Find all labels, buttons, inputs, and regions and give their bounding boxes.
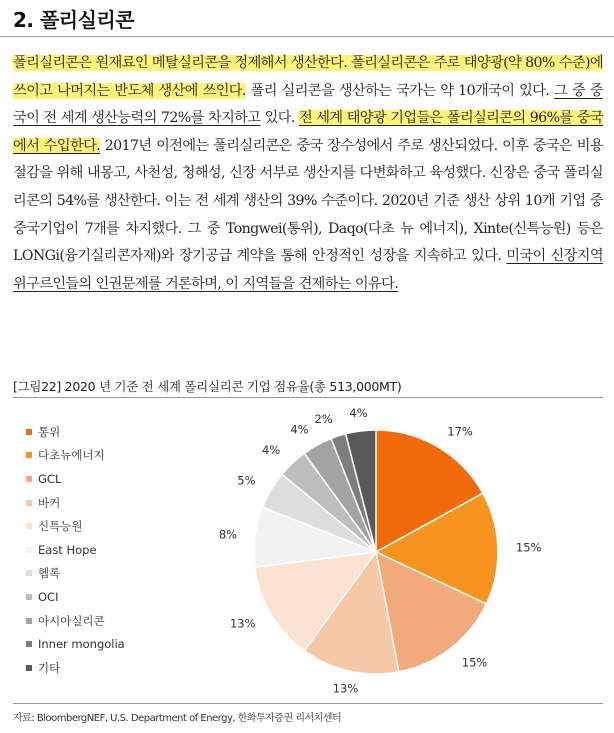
legend-item — [26, 632, 125, 656]
legend-swatch — [26, 570, 32, 576]
body-paragraph — [13, 50, 603, 298]
legend-label: OCI — [38, 589, 59, 604]
legend-label: 헴록 — [38, 566, 61, 581]
legend-swatch — [26, 665, 32, 671]
pie-data-label: 15% — [515, 540, 542, 555]
highlighted-underlined-sentence: 전 세계 태양광 기업들은 폴리실리콘의 96%를 중국에서 수입한다. — [13, 110, 603, 154]
legend-label: 아시아실리콘 — [38, 613, 105, 628]
highlighted-sentence: 폴리실리콘은 원재료인 메탈실리콘을 정제해서 생산한다. 폴리실리콘은 주로 태양광(약 80% 수준)에 쓰이고 나머지는 반도체 생산에 쓰인다. — [13, 55, 603, 99]
legend-label: East Hope — [38, 542, 97, 557]
legend-label: 통위 — [38, 424, 61, 439]
pie-chart — [200, 400, 560, 700]
pie-data-label: 13% — [229, 616, 256, 631]
pie-data-label: 4% — [290, 422, 309, 437]
paragraph-text: 있다. — [260, 110, 299, 127]
legend-label: GCL — [38, 471, 62, 486]
legend-swatch — [26, 452, 32, 458]
legend-item — [26, 562, 125, 586]
pie-data-label: 4% — [261, 442, 281, 457]
section-title: 2. 폴리실리콘 — [13, 8, 135, 32]
legend-item — [26, 585, 125, 609]
legend-item — [26, 514, 125, 538]
legend-label: 다초뉴에너지 — [38, 448, 105, 463]
legend-swatch — [26, 523, 32, 529]
pie-data-label: 13% — [332, 681, 359, 696]
legend-label: 신특능원 — [38, 519, 83, 534]
legend-label: 기타 — [38, 660, 61, 675]
pie-data-label: 8% — [218, 527, 238, 542]
paragraph-text: 폴리 실리콘을 생산하는 국가는 약 10개국이 있다. — [245, 82, 555, 99]
legend-swatch — [26, 547, 32, 553]
legend-swatch — [26, 641, 32, 647]
underlined-sentence: 그 중 중국이 전 세계 생산능력의 72%를 차지하고 — [13, 82, 603, 127]
pie-data-label: 17% — [447, 424, 473, 439]
legend-item — [26, 467, 125, 491]
paragraph-text: 2017년 이전에는 폴리실리콘은 중국 장수성에서 주로 생산되었다. 이후 중국은 비용절감을 위해 내몽고, 사천성, 청해성, 신장 서부로 생산지를 다변화하고 육성했다. 신장은 중국 폴리실리콘의 54%를 생산한다. 이는 전 세계 생산의 39% 수준이다. 2020년 기준 생산 상위 10개 기업 중 중국기업이 7개를 차지했다. 그 중 Tongwei(통위), Daqo(다초 뉴 에너지), Xinte(신특능원) 등은 LONGi(융기실리콘자재)와 장기공급 계약을 통해 안정적인 성장을 지속하고 있다. — [13, 137, 603, 265]
source-divider — [13, 703, 603, 704]
legend-item — [26, 609, 125, 633]
legend-label: Inner mongolia — [38, 637, 125, 652]
legend-item — [26, 491, 125, 515]
chart-legend — [26, 420, 125, 680]
pie-data-label: 4% — [349, 406, 368, 421]
legend-swatch — [26, 429, 32, 435]
legend-label: 바커 — [38, 495, 61, 510]
pie-data-label: 15% — [461, 655, 488, 670]
pie-data-label: 2% — [314, 411, 333, 426]
legend-item — [26, 538, 125, 562]
legend-item — [26, 444, 125, 468]
underlined-sentence: 미국이 신장지역 위구르인들의 인권문제를 거론하며, 이 지역들을 견제하는 이유다. — [13, 248, 603, 292]
legend-swatch — [26, 618, 32, 624]
legend-swatch — [26, 594, 32, 600]
legend-item — [26, 656, 125, 680]
figure-divider — [13, 397, 603, 398]
pie-data-label: 5% — [237, 473, 256, 488]
source-note: 자료: BloombergNEF, U.S. Department of Energy, 한화투자증권 리서치센터 — [13, 713, 342, 724]
figure-caption: [그림22] 2020 년 기준 전 세계 폴리실리콘 기업 점유율(총 513,000MT) — [13, 379, 402, 394]
legend-swatch — [26, 500, 32, 506]
title-divider — [0, 36, 614, 37]
legend-item — [26, 420, 125, 444]
legend-swatch — [26, 476, 32, 482]
